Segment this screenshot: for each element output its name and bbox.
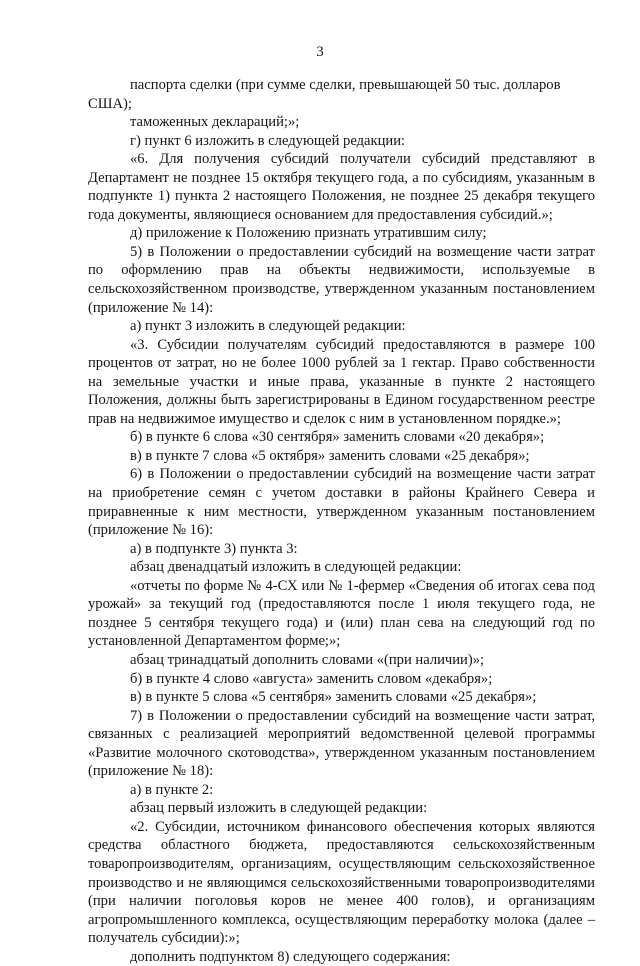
- paragraph: 7) в Положении о предоставлении субсидий на возмещение части затрат, связанных с реализацией мероприятий ведомственной целевой программы «Развитие молочного скотоводства», утвержденном указанным постановлением (приложение № 18):: [88, 707, 595, 780]
- paragraph: «2. Субсидии, источником финансового обеспечения которых являются средства областного бюджета, предоставляются сельскохозяйственным товаропроизводителям, организациям, осуществляющим сельскохозяйственное производство и не являющимся сельскохозяйственными товаропроизводителями (при наличии поголовья коров не менее 400 голов), и организациям агропромышленного комплекса, осуществляющим переработку молока (далее – получатель субсидии):»;: [88, 818, 595, 947]
- paragraph: г) пункт 6 изложить в следующей редакции:: [130, 132, 406, 149]
- paragraph: паспорта сделки (при сумме сделки, превышающей 50 тыс. долларов США);: [88, 77, 561, 112]
- paragraph: «отчеты по форме № 4-СХ или № 1-фермер «Сведения об итогах сева под урожай» за текущий год (предоставляются после 1 июля текущего года, не позднее 5 сентября текущего года) и (или) план сева на следующий год по установленной Департаментом форме;»;: [88, 577, 595, 650]
- paragraph: в) в пункте 5 слова «5 сентября» заменить словами «25 декабря»;: [130, 689, 537, 706]
- paragraph: таможенных деклараций;»;: [130, 114, 300, 131]
- paragraph: а) в подпункте 3) пункта 3:: [130, 540, 298, 557]
- paragraph: абзац тринадцатый дополнить словами «(при наличии)»;: [130, 651, 485, 668]
- paragraph: б) в пункте 4 слово «августа» заменить словом «декабря»;: [130, 670, 493, 687]
- document-body: [88, 76, 595, 966]
- paragraph: б) в пункте 6 слова «30 сентября» заменить словами «20 декабря»;: [130, 429, 545, 446]
- paragraph: «6. Для получения субсидий получатели субсидий представляют в Департамент не позднее 15 октября текущего года, а по субсидиям, указанным в подпункте 1) пункта 2 настоящего Положения, не позднее 25 декабря текущего года документы, являющиеся основанием для предоставления субсидий.»;: [88, 151, 595, 223]
- paragraph: абзац первый изложить в следующей редакции:: [130, 800, 428, 817]
- paragraph: 5) в Положении о предоставлении субсидий на возмещение части затрат по оформлению прав на объекты недвижимости, используемые в сельскохозяйственном производстве, утвержденном указанным постановлением (приложение № 14):: [88, 243, 595, 316]
- paragraph: а) в пункте 2:: [130, 781, 214, 798]
- paragraph: а) пункт 3 изложить в следующей редакции:: [130, 318, 406, 335]
- paragraph: абзац двенадцатый изложить в следующей редакции:: [130, 559, 462, 576]
- paragraph: в) в пункте 7 слова «5 октября» заменить словами «25 декабря»;: [130, 447, 530, 464]
- page-number: 3: [316, 44, 324, 60]
- paragraph: «3. Субсидии получателям субсидий предоставляются в размере 100 процентов от затрат, но не более 1000 рублей за 1 гектар. Право собственности на земельные участки и иные права, указанные в пункте 2 настоящего Положения, должны быть зарегистрированы в Едином государственном реестре прав на недвижимое имущество и сделок с ним в установленном порядке.»;: [88, 336, 595, 427]
- paragraph: 6) в Положении о предоставлении субсидий на возмещение части затрат на приобретение семян с учетом доставки в районы Крайнего Севера и приравненные к ним местности, утвержденном указанным постановлением (приложение № 16):: [88, 466, 595, 539]
- paragraph: дополнить подпунктом 8) следующего содержания:: [130, 948, 451, 965]
- paragraph: д) приложение к Положению признать утратившим силу;: [130, 225, 487, 242]
